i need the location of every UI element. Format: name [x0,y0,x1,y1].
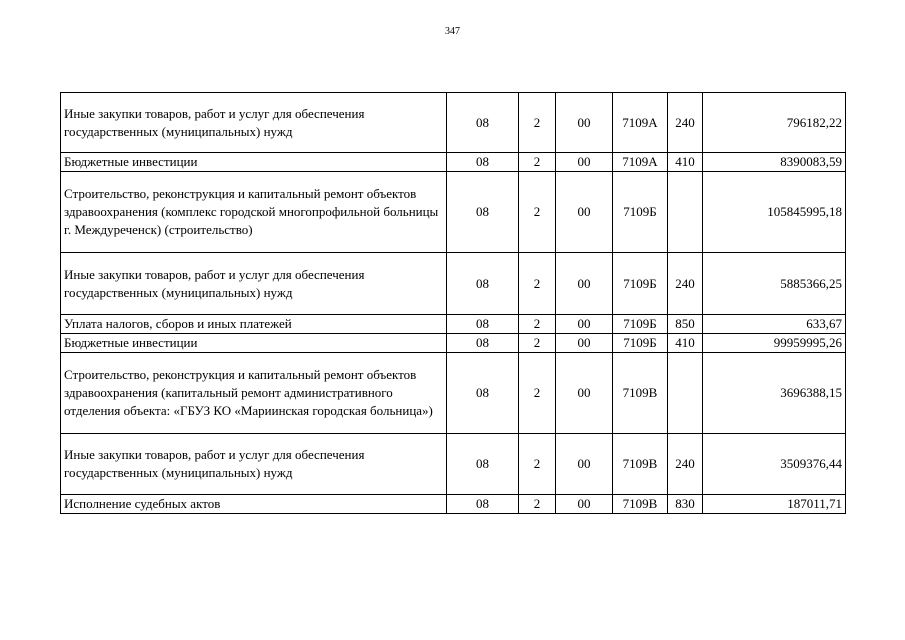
direction-code: 7109Б [613,253,668,315]
section-code: 08 [447,495,519,514]
program-code: 2 [519,153,556,172]
row-description: Уплата налогов, сборов и иных платежей [61,315,447,334]
direction-code: 7109А [613,93,668,153]
page-number: 347 [445,26,460,37]
subprogram-code: 00 [556,153,613,172]
amount: 99959995,26 [703,334,846,353]
program-code: 2 [519,253,556,315]
budget-table [60,92,846,514]
subprogram-code: 00 [556,434,613,495]
amount: 3509376,44 [703,434,846,495]
amount: 187011,71 [703,495,846,514]
expense-type-code: 830 [668,495,703,514]
table-row [61,495,846,514]
program-code: 2 [519,495,556,514]
expense-type-code [668,172,703,253]
table-row [61,334,846,353]
amount: 8390083,59 [703,153,846,172]
table-row [61,315,846,334]
subprogram-code: 00 [556,353,613,434]
amount: 105845995,18 [703,172,846,253]
row-description: Бюджетные инвестиции [61,153,447,172]
amount: 796182,22 [703,93,846,153]
expense-type-code [668,353,703,434]
section-code: 08 [447,172,519,253]
program-code: 2 [519,434,556,495]
subprogram-code: 00 [556,172,613,253]
row-description: Исполнение судебных актов [61,495,447,514]
section-code: 08 [447,353,519,434]
direction-code: 7109В [613,353,668,434]
amount: 633,67 [703,315,846,334]
table-row [61,353,846,434]
row-description: Иные закупки товаров, работ и услуг для обеспечения государственных (муниципальных) нужд [61,434,447,495]
section-code: 08 [447,315,519,334]
amount: 3696388,15 [703,353,846,434]
row-description: Иные закупки товаров, работ и услуг для обеспечения государственных (муниципальных) нужд [61,93,447,153]
direction-code: 7109А [613,153,668,172]
table-row [61,93,846,153]
section-code: 08 [447,253,519,315]
section-code: 08 [447,93,519,153]
direction-code: 7109В [613,434,668,495]
row-description: Бюджетные инвестиции [61,334,447,353]
program-code: 2 [519,334,556,353]
expense-type-code: 850 [668,315,703,334]
expense-type-code: 240 [668,93,703,153]
subprogram-code: 00 [556,495,613,514]
direction-code: 7109Б [613,334,668,353]
subprogram-code: 00 [556,93,613,153]
direction-code: 7109Б [613,172,668,253]
amount: 5885366,25 [703,253,846,315]
expense-type-code: 410 [668,153,703,172]
direction-code: 7109Б [613,315,668,334]
section-code: 08 [447,434,519,495]
table-row [61,172,846,253]
section-code: 08 [447,334,519,353]
table-row [61,153,846,172]
subprogram-code: 00 [556,315,613,334]
table-row [61,253,846,315]
section-code: 08 [447,153,519,172]
program-code: 2 [519,93,556,153]
program-code: 2 [519,315,556,334]
program-code: 2 [519,353,556,434]
direction-code: 7109В [613,495,668,514]
expense-type-code: 240 [668,253,703,315]
subprogram-code: 00 [556,334,613,353]
row-description: Строительство, реконструкция и капитальный ремонт объектов здравоохранения (комплекс городской многопрофильной больницы г. Междуреченск) (строительство) [61,172,447,253]
row-description: Иные закупки товаров, работ и услуг для обеспечения государственных (муниципальных) нужд [61,253,447,315]
program-code: 2 [519,172,556,253]
expense-type-code: 410 [668,334,703,353]
expense-type-code: 240 [668,434,703,495]
subprogram-code: 00 [556,253,613,315]
row-description: Строительство, реконструкция и капитальный ремонт объектов здравоохранения (капитальный ремонт административного отделения объекта: «ГБУЗ КО «Мариинская городская больница») [61,353,447,434]
table-row [61,434,846,495]
